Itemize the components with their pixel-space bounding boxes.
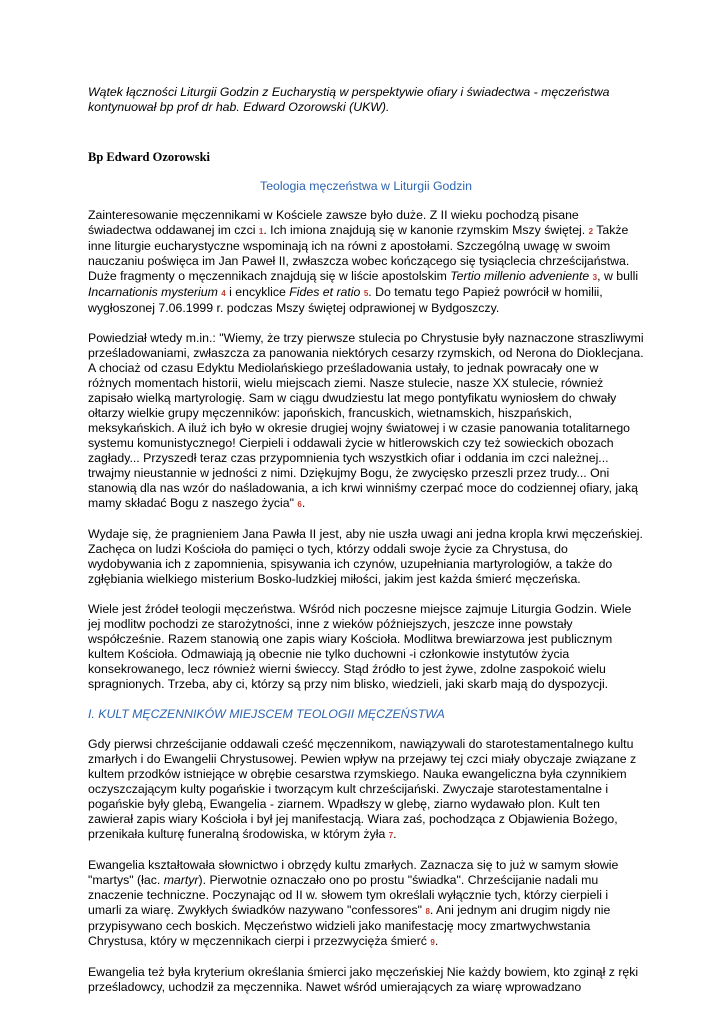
text-run: . Ani jednym ani drugim nigdy nie przypisywano cech boskich. Męczeństwo widzieli jako manifestację mocy zmartwychwstania Chrystusa, który w męczennikach cierpi i przezwycięża śmierć	[88, 903, 611, 948]
text-run: . Ich imiona znajdują się w kanonie rzymskim Mszy świętej.	[263, 223, 589, 237]
text-run: Także inne liturgie eucharystyczne wspominają ich na równi z apostołami. Szczególną uwagę w swoim nauczaniu poświęca im Jan Paweł II, zwłaszcza wobec kończącego się tysiąclecia chrześcijaństwa. Duże fragmenty o męczennikach znajdują się w liście apostolskim	[88, 223, 630, 283]
paragraph-6	[88, 858, 644, 950]
paragraph-5	[88, 737, 644, 843]
text-run: , w bulli	[597, 269, 639, 283]
footnote-ref-5[interactable]: 5	[363, 289, 369, 298]
text-run: Gdy pierwsi chrześcijanie oddawali cześć męczennikom, nawiązywali do starotestamentalnego kultu zmarłych i do Ewangelii Chrystusowej. Pewien wpływ na przejawy tej czci miały obyczaje związane z kultem przodków istniejące w obrębie cesarstwa rzymskiego. Nauka ewangeliczna była czynnikiem oczyszczającym kulty pogańskie i tworzącym kult chrześcijański. Zwyczaje starotestamentalne i pogańskie były glebą, Ewangelia - ziarnem. Wpadłszy w glebę, ziarno wydawało plon. Kult ten zawierał zapis wiary Kościoła i był jej manifestacją. Wiara zaś, pochodząca z Objawienia Bożego, przenikała kulturę funeralną środowiska, w którym żyła	[88, 737, 637, 841]
article-title: Teologia męczeństwa w Liturgii Godzin	[260, 179, 472, 193]
paragraph-7: Ewangelia też była kryterium określania śmierci jako męczeńskiej Nie każdy bowiem, kto zginął z ręki prześladowcy, uchodził za męczennika. Nawet wśród umierających za wiarę wprowadzano	[88, 965, 639, 994]
footnote-ref-1[interactable]: 1	[258, 227, 264, 236]
italic-word: martyr	[163, 873, 199, 887]
paragraph-1	[88, 208, 644, 316]
footnote-ref-4[interactable]: 4	[221, 289, 226, 298]
paragraph-2	[88, 331, 644, 512]
footnote-ref-2[interactable]: 2	[588, 227, 594, 236]
text-run: Zainteresowanie męczennikami w Kościele zawsze było duże. Z II wieku pochodzą pisane świadectwa oddawanej im czci	[88, 208, 579, 237]
text-run: .	[393, 827, 397, 841]
paragraph-4: Wiele jest źródeł teologii męczeństwa. Wśród nich poczesne miejsce zajmuje Liturgia Godzin. Wiele jej modlitw pochodzi ze starożytności, inne z wieków późniejszych, jeszcze inne powstały współcześnie. Razem stanowią one zapis wiary Kościoła. Modlitwa brewiarzowa jest publicznym kultem Kościoła. Odmawiają ją obecnie nie tylko duchowni -i członkowie instytutów życia konsekrowanego, lecz również wierni świeccy. Stąd źródło to jest żywe, zdolne zaspokoić wielu spragnionych. Trzeba, aby ci, którzy są przy nim blisko, wiedzieli, jaki skarb mają do dyspozycji.	[88, 602, 632, 691]
italic-title: Tertio millenio adveniente	[450, 269, 590, 283]
paragraph-3: Wydaje się, że pragnieniem Jana Pawła II jest, aby nie uszła uwagi ani jedna kropla krwi męczeńskiej. Zachęca on ludzi Kościoła do pamięci o tych, którzy oddali swoje życie za Chrystusa, do wydobywania ich z zapomnienia, spisywania ich czynów, uzupełniania martyrologiów, a także do zgłębiania wielkiego misterium Bosko-ludzkiej miłości, jakim jest każda śmierć męczeńska.	[88, 527, 643, 586]
italic-title: Fides et ratio	[289, 285, 361, 299]
italic-title: Incarnationis mysterium	[88, 285, 218, 299]
footnote-ref-6[interactable]: 6	[297, 500, 302, 509]
section-heading-1: I. KULT MĘCZENNIKÓW MIEJSCEM TEOLOGII MĘCZEŃSTWA	[88, 707, 445, 721]
footnote-ref-7[interactable]: 7	[388, 831, 394, 840]
intro-paragraph: Wątek łączności Liturgii Godzin z Eucharystią w perspektywie ofiary i świadectwa - męczeństwa kontynuował bp prof dr hab. Edward Ozorowski (UKW).	[88, 85, 610, 114]
text-run: . Do tematu tego Papież powrócił w homilii, wygłoszonej 7.06.1999 r. podczas Mszy świętej odprawionej w Bydgoszczy.	[88, 285, 603, 315]
document-page	[88, 85, 644, 995]
text-run: Powiedział wtedy m.in.: "Wiemy, że trzy pierwsze stulecia po Chrystusie były naznaczone straszliwymi prześladowaniami, zwłaszcza za panowania niektórych cesarzy rzymskich, od Nerona do Dioklecjana. A chociaż od czasu Edyktu Mediolańskiego prześladowania ustały, to jednak powracały one w różnych momentach historii, wielu miejscach ziemi. Nasze stulecie, nasze XX stulecie, również zapisało wielką martyrologię. Sam w ciągu dwudziestu lat mego pontyfikatu wyniosłem do chwały ołtarzy wielkie grupy męczenników: japońskich, francuskich, wietnamskich, hiszpańskich, meksykańskich. A iluż ich było w okresie drugiej wojny światowej i w czasie panowania totalitarnego systemu komunistycznego! Cierpieli i oddawali życie w hitlerowskich czy też sowieckich obozach zagłady... Przyszedł teraz czas przypomnienia tych wszystkich ofiar i oddania im czci należnej... trwajmy nieustannie w jedności z nimi. Dziękujmy Bogu, że zwycięsko przeszli przez trudy... Oni stanowią dla nas wzór do naśladowania, a ich krwi winniśmy czerpać moce do codziennej ofiary, jaką mamy składać Bogu z naszego życia"	[88, 331, 644, 510]
text-run: ). Pierwotnie oznaczało ono po prostu "świadka". Chrześcijanie nadali mu znaczenie techniczne. Poczynając od II w. słowem tym określali wyłącznie tych, którzy cierpieli i umarli za wiarę. Zwykłych świadków nazywano "confessores"	[88, 873, 609, 917]
text-run: i encyklice	[225, 285, 290, 299]
text-run: Ewangelia kształtowała słownictwo i obrzędy kultu zmarłych. Zaznacza się to już w samym słowie "martys" (łac.	[88, 858, 619, 887]
footnote-ref-3[interactable]: 3	[592, 273, 598, 282]
author-name: Bp Edward Ozorowski	[88, 150, 211, 164]
text-run: .	[301, 496, 306, 510]
text-run: .	[434, 934, 439, 948]
footnote-ref-9[interactable]: 9	[430, 938, 435, 947]
footnote-ref-8[interactable]: 8	[425, 907, 430, 916]
